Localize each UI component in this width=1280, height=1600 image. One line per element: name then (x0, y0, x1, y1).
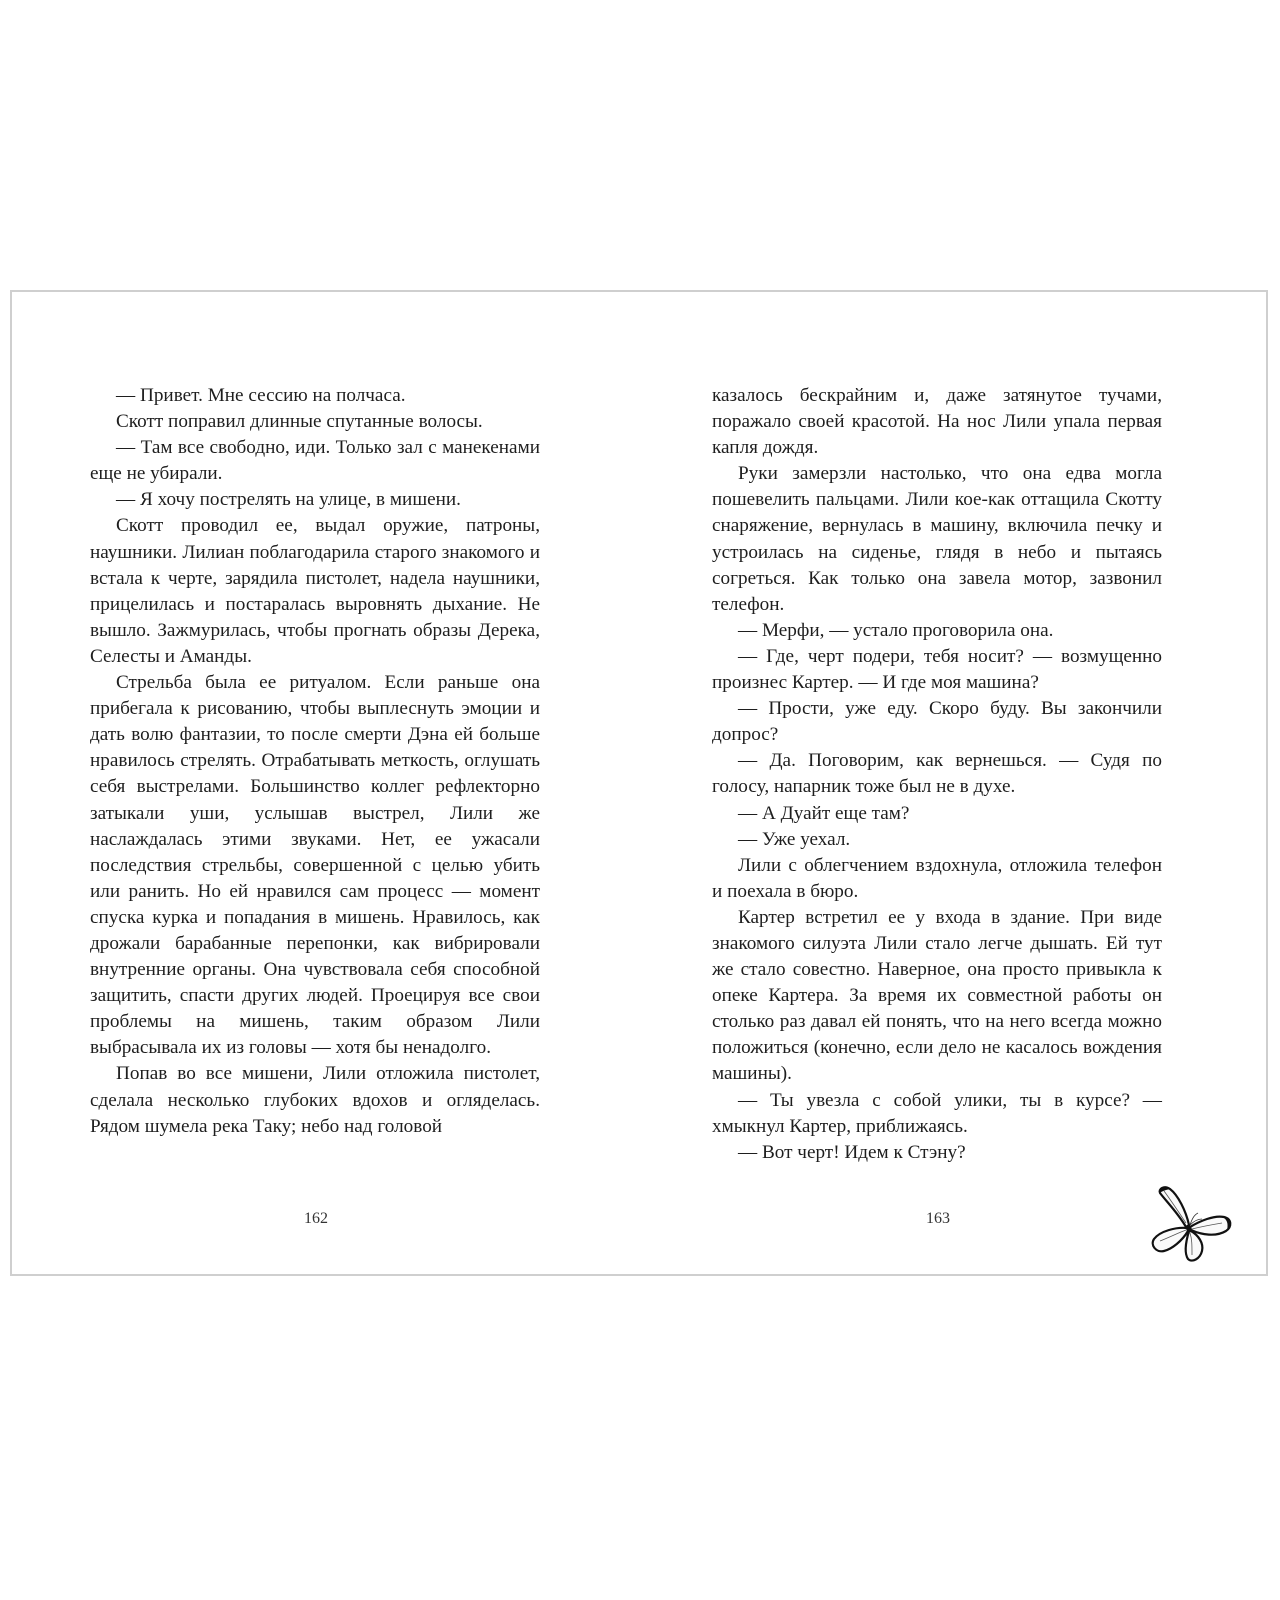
paragraph: Лили с облегчением вздохнула, отложила телефон и поехала в бюро. (712, 854, 1162, 902)
left-page-text (90, 383, 540, 1140)
paragraph: — Вот черт! Идем к Стэну? (738, 1141, 966, 1163)
paragraph: — Там все свободно, иди. Только зал с манекенами еще не убирали. (90, 437, 540, 485)
paragraph: Скотт проводил ее, выдал оружие, патроны, наушники. Лилиан поблагодарила старого знакомого и встала к черте, зарядила пистолет, надела наушники, прицелилась и постаралась выровнять дыхание. Не вышло. Зажмурилась, чтобы прогнать образы Дерека, Селесты и Аманды. (90, 515, 540, 667)
paragraph: — Мерфи, — устало проговорила она. (738, 619, 1054, 641)
right-page-text (712, 383, 1162, 1166)
paragraph: — А Дуайт еще там? (738, 802, 910, 824)
paragraph: Стрельба была ее ритуалом. Если раньше она прибегала к рисованию, чтобы выплеснуть эмоции и дать волю фантазии, то после смерти Дэна ей больше нравилось стрелять. Отрабатывать меткость, оглушать себя выстрелами. Большинство коллег рефлекторно затыкали уши, услышав выстрел, Лили же наслаждалась этими звуками. Нет, ее ужасали последствия стрельбы, совершенной с целью убить или ранить. Но ей нравился сам процесс — момент спуска курка и попадания в мишень. Нравилось, как дрожали барабанные перепонки, как вибрировали внутренние органы. Она чувствовала себя способной защитить, спасти других людей. Проецируя все свои проблемы на мишень, таким образом Лили выбрасывала их из головы — хотя бы ненадолго. (90, 672, 540, 1059)
paragraph: — Да. Поговорим, как вернешься. — Судя по голосу, напарник тоже был не в духе. (712, 750, 1162, 798)
paragraph: Скотт поправил длинные спутанные волосы. (116, 411, 483, 433)
paragraph: казалось бескрайним и, даже затянутое тучами, поражало своей красотой. На нос Лили упала первая капля дождя. (712, 385, 1162, 459)
butterfly-icon (1148, 1183, 1234, 1263)
paragraph: — Прости, уже еду. Скоро буду. Вы закончили допрос? (712, 698, 1162, 746)
paragraph: Картер встретил ее у входа в здание. При виде знакомого силуэта Лили стало легче дышать. Ей тут же стало совестно. Наверное, она просто привыкла к опеке Картера. За время их совместной работы он столько раз давал ей понять, что на него всегда можно положиться (конечно, если дело не касалось вождения машины). (712, 906, 1162, 1085)
paragraph: Попав во все мишени, Лили отложила пистолет, сделала несколько глубоких вдохов и огляделась. Рядом шумела река Таку; небо над головой (90, 1063, 540, 1137)
paragraph: — Привет. Мне сессию на полчаса. (116, 385, 406, 406)
paragraph: — Я хочу пострелять на улице, в мишени. (116, 489, 461, 511)
paragraph: — Ты увезла с собой улики, ты в курсе? — хмыкнул Картер, приближаясь. (712, 1089, 1162, 1137)
paragraph: Руки замерзли настолько, что она едва могла пошевелить пальцами. Лили кое-как оттащила Скотту снаряжение, вернулась в машину, включила печку и устроилась на сиденье, глядя в небо и пытаясь согреться. Как только она завела мотор, зазвонил телефон. (712, 463, 1162, 615)
paragraph: — Где, черт подери, тебя носит? — возмущенно произнес Картер. — И где моя машина? (712, 645, 1162, 694)
paragraph: — Уже уехал. (738, 828, 851, 850)
page-number-right: 163 (926, 1210, 950, 1227)
page-number-left: 162 (304, 1210, 328, 1227)
